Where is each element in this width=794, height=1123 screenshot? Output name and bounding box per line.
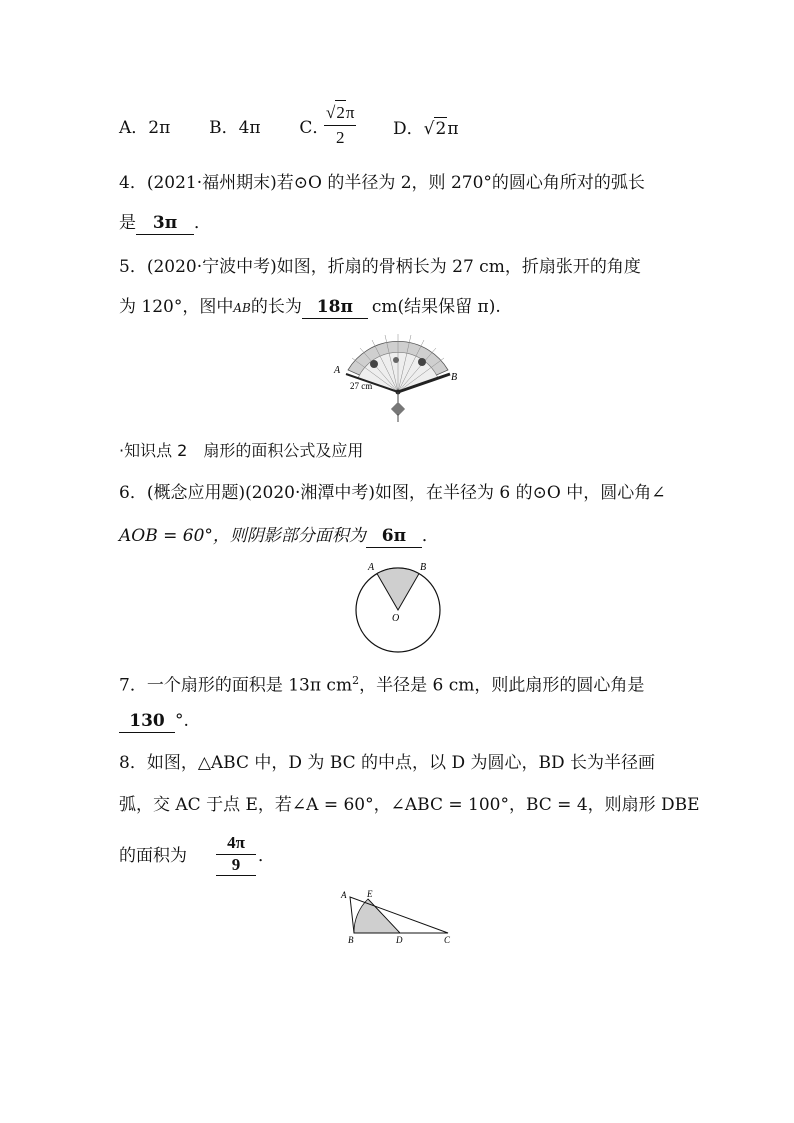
fan-label-b: B [451, 372, 458, 383]
option-d-label: D． [393, 119, 424, 139]
q6-prefix: AOB = 60°，则阴影部分面积为 [119, 526, 366, 546]
q5-arc-label: AB [233, 301, 251, 315]
folding-fan-figure [330, 330, 470, 422]
section-title: ·知识点 2 扇形的面积公式及应用 [119, 441, 364, 460]
option-d-pi: π [447, 119, 459, 139]
circle-label-b: B [420, 562, 427, 573]
option-a-label: A． [119, 118, 149, 138]
triangle-figure [338, 885, 460, 945]
q4-prefix: 是 [119, 213, 136, 233]
q7-prefix: 7．一个扇形的面积是 13π cm [119, 675, 353, 696]
q7-answer: 130 [119, 710, 175, 733]
tri-label-d: D [396, 935, 403, 945]
q6-answer: 6π [366, 525, 422, 548]
q8-answer-num: 4π [216, 832, 256, 855]
option-c-radicand: 2 [335, 100, 346, 125]
option-b-label: B． [209, 118, 239, 138]
q5-suffix: cm(结果保留 π). [371, 297, 501, 317]
q7-unit: °. [175, 711, 189, 731]
tri-label-b: B [348, 935, 354, 945]
q5-answer: 18π [302, 296, 368, 319]
sector-dbe [354, 899, 400, 933]
q4-line2 [119, 212, 211, 235]
circle-sector-figure [348, 558, 448, 656]
option-d-radicand: 2 [435, 119, 447, 139]
fan-length-label: 27 cm [350, 381, 373, 391]
circle-label-o: O [392, 613, 400, 624]
q8-suffix: ． [258, 846, 275, 866]
option-c-denominator: 2 [335, 128, 345, 147]
option-c-fraction: √2π 2 [324, 100, 356, 150]
q4-answer: 3π [136, 212, 194, 235]
q7-suffix: ，半径是 6 cm，则此扇形的圆心角是 [359, 675, 645, 696]
q8-line1: 8．如图，△ABC 中，D 为 BC 的中点，以 D 为圆心，BD 长为半径画 [119, 753, 656, 773]
q4-suffix: ． [194, 213, 211, 233]
option-c-label: C． [299, 118, 330, 138]
q8-line3 [119, 845, 187, 867]
option-a-value: 2π [148, 118, 171, 138]
q7-line1 [119, 670, 644, 697]
q6-line1: 6．(概念应用题)(2020·湘潭中考)如图，在半径为 6 的⊙O 中，圆心角∠ [119, 483, 666, 503]
circle-label-a: A [368, 562, 375, 573]
q8-answer-den: 9 [231, 855, 241, 874]
q7-line2 [119, 710, 189, 733]
q6-suffix: ． [421, 526, 439, 546]
q6-line2 [119, 525, 439, 548]
tri-label-e: E [367, 889, 373, 899]
q5-prefix: 为 120°，图中 [119, 297, 234, 317]
q4-line1: 4．(2021·福州期末)若⊙O 的半径为 2，则 270°的圆心角所对的弧长 [119, 173, 645, 193]
tri-label-a: A [341, 890, 347, 900]
q5-line1: 5．(2020·宁波中考)如图，折扇的骨柄长为 27 cm，折扇张开的角度 [119, 257, 641, 277]
option-b-value: 4π [238, 118, 261, 138]
q5-line2 [119, 296, 501, 319]
option-d: D．√2π [393, 119, 459, 139]
q8-answer-fraction [216, 832, 256, 876]
q8-line2: 弧，交 AC 于点 E，若∠A = 60°，∠ABC = 100°，BC = 4，则扇形 DBE [119, 795, 700, 815]
q8-prefix: 的面积为 [119, 846, 187, 866]
tri-label-c: C [444, 935, 451, 945]
q7-superscript: 2 [352, 674, 360, 687]
option-c-pi: π [345, 103, 355, 122]
fan-label-a: A [334, 365, 341, 376]
q5-mid: 的长为 [250, 297, 302, 317]
q3-options [119, 117, 329, 139]
